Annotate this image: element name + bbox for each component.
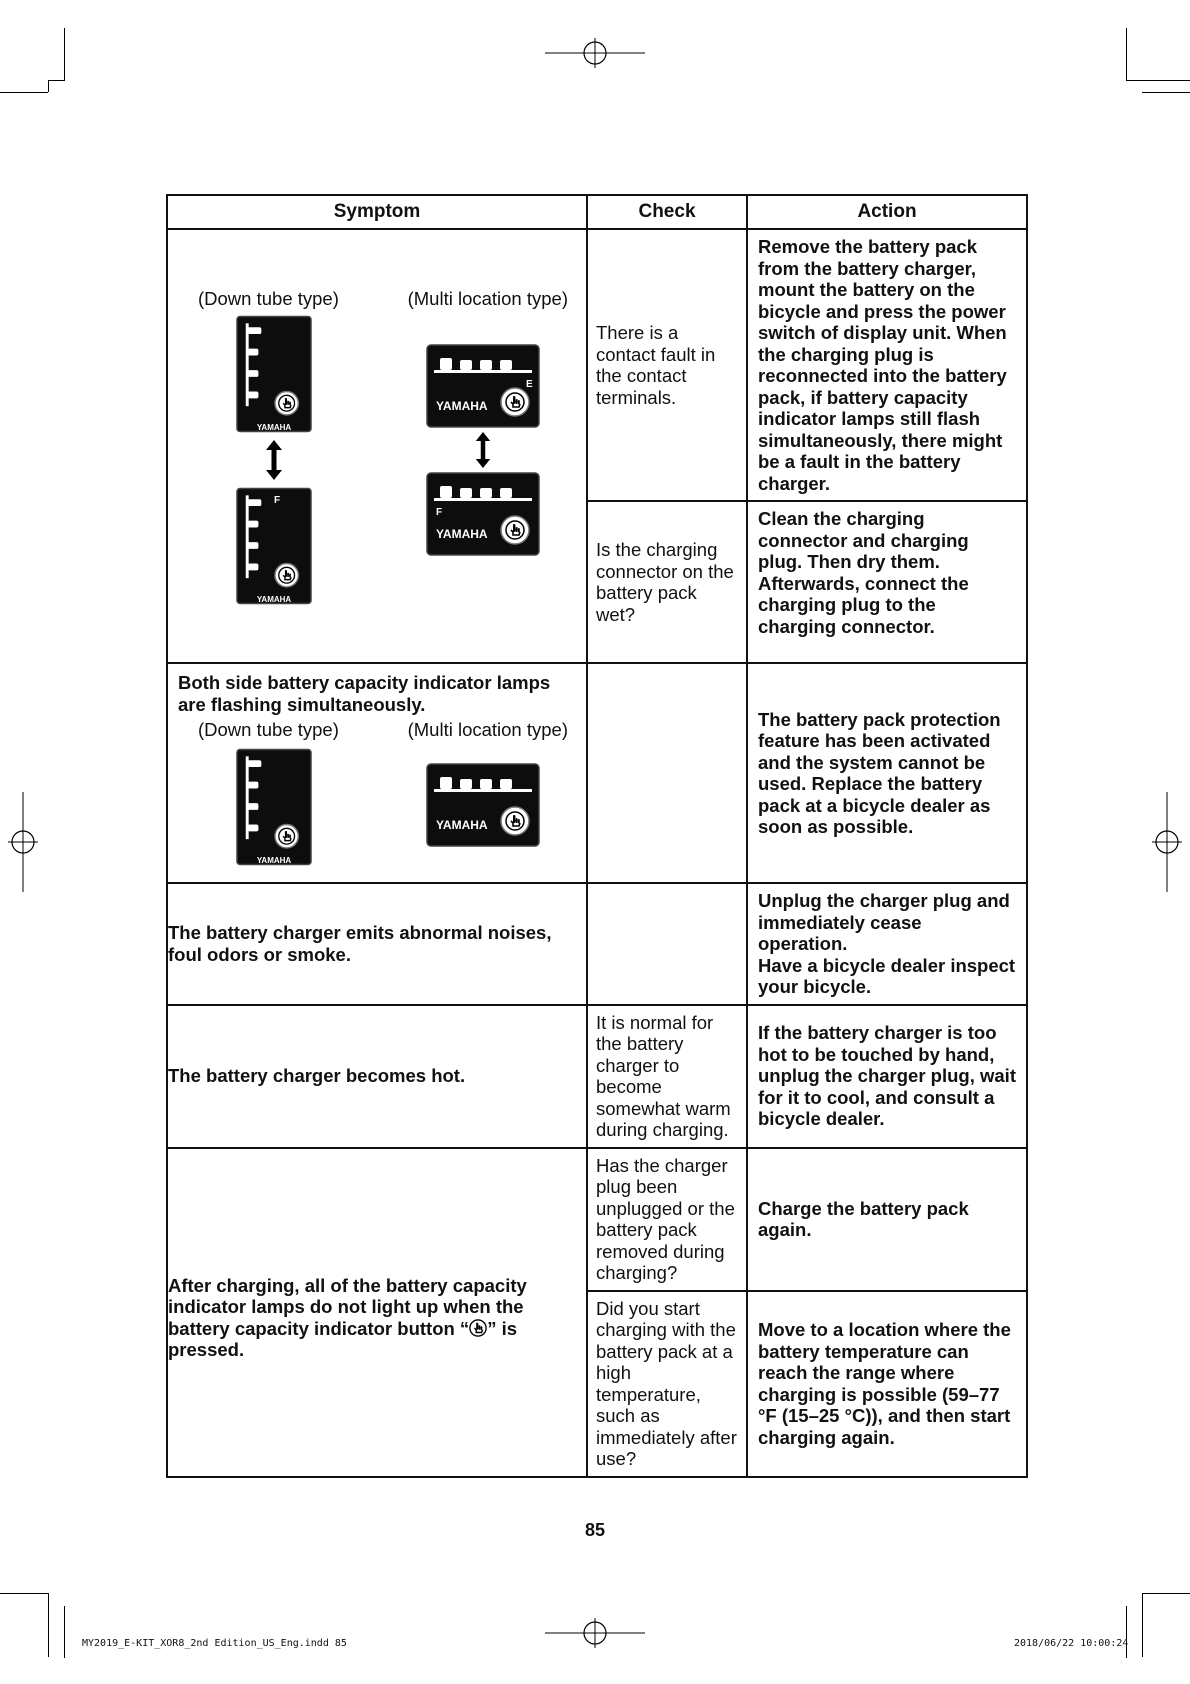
check-cell: Is the charging connector on the battery pack wet? <box>587 501 747 663</box>
registration-mark-right <box>1152 792 1182 892</box>
caption-multi-location: (Multi location type) <box>407 288 568 309</box>
multi-location-brand-bottom: YAMAHA <box>436 527 488 541</box>
crop-mark <box>48 80 65 81</box>
crop-mark <box>1126 28 1127 80</box>
multi-location-brand-top: YAMAHA <box>436 399 488 413</box>
crop-mark <box>1142 92 1190 93</box>
registration-mark-left <box>8 792 38 892</box>
caption-down-tube: (Down tube type) <box>198 719 339 740</box>
table-row <box>167 1005 1027 1148</box>
footer-timestamp: 2018/06/22 10:00:24 <box>1014 1638 1129 1649</box>
crop-mark <box>1126 1606 1127 1658</box>
page-number: 85 <box>584 1520 606 1540</box>
crop-mark <box>48 80 49 92</box>
down-tube-brand-bottom: YAMAHA <box>256 595 292 604</box>
check-cell-empty <box>587 883 747 1005</box>
crop-mark <box>48 1593 49 1657</box>
table-row <box>167 663 1027 883</box>
action-cell: If the battery charger is too hot to be touched by hand, unplug the charger plug, wait for it to cool, and consult a bicycle dealer. <box>747 1005 1027 1148</box>
check-cell: There is a contact fault in the contact terminals. <box>587 229 747 501</box>
crop-mark <box>1126 80 1190 81</box>
troubleshooting-table <box>166 194 1028 1478</box>
down-tube-brand: YAMAHA <box>256 856 292 865</box>
registration-mark-top <box>545 38 645 68</box>
crop-mark <box>0 1593 48 1594</box>
action-cell: Charge the battery pack again. <box>747 1148 1027 1291</box>
table-row <box>167 229 1027 501</box>
footer-file-info: MY2019_E-KIT_XOR8_2nd Edition_US_Eng.indd 85 <box>82 1638 347 1649</box>
down-tube-display-top <box>236 314 312 434</box>
action-line-1: Unplug the charger plug and immediately cease operation. <box>758 890 1010 954</box>
down-tube-label-full: F <box>274 495 281 506</box>
symptom-cell <box>167 663 587 883</box>
symptom-cell: The battery charger emits abnormal noises, foul odors or smoke. <box>167 883 587 1005</box>
check-cell-empty <box>587 663 747 883</box>
crop-mark <box>1142 1593 1190 1594</box>
multi-location-brand: YAMAHA <box>436 818 488 832</box>
symptom-cell <box>167 1148 587 1477</box>
down-tube-brand-top: YAMAHA <box>256 423 292 432</box>
table-row <box>167 883 1027 1005</box>
crop-mark <box>64 28 65 80</box>
header-symptom: Symptom <box>167 195 587 229</box>
crop-mark <box>1142 1593 1143 1657</box>
action-line-2: Have a bicycle dealer inspect your bicycle. <box>758 954 1016 997</box>
toggle-arrow-icon <box>264 438 284 482</box>
check-cell: It is normal for the battery charger to become somewhat warm during charging. <box>587 1005 747 1148</box>
capacity-button-icon <box>469 1318 487 1338</box>
table-header-row <box>167 195 1027 229</box>
action-cell: Clean the charging connector and charging plug. Then dry them. Afterwards, connect the charging plug to the charging connector. <box>747 501 1027 663</box>
registration-mark-bottom <box>545 1618 645 1648</box>
check-cell: Did you start charging with the battery pack at a high temperature, such as immediately after use? <box>587 1291 747 1477</box>
action-cell <box>747 883 1027 1005</box>
action-cell: Remove the battery pack from the battery charger, mount the battery on the bicycle and press the power switch of display unit. When the charging plug is reconnected into the battery pack, if battery capacity indicator lamps still flash simultaneously, there might be a fault in the battery charger. <box>747 229 1027 501</box>
header-action: Action <box>747 195 1027 229</box>
crop-mark <box>0 92 48 93</box>
symptom-text-start: After charging, all of the battery capacity indicator lamps do not light up when the battery capacity indicator button “ <box>168 1274 527 1339</box>
caption-down-tube: (Down tube type) <box>198 288 339 309</box>
toggle-arrow-icon <box>474 432 492 468</box>
symptom-text-end: ” is pressed. <box>168 1317 518 1360</box>
check-cell: Has the charger plug been unplugged or the battery pack removed during charging? <box>587 1148 747 1291</box>
action-cell: The battery pack protection feature has been activated and the system cannot be used. Replace the battery pack at a bicycle dealer as soon as possible. <box>747 663 1027 883</box>
header-check: Check <box>587 195 747 229</box>
multi-location-label-full: F <box>436 507 443 518</box>
symptom-cell-illustrations <box>167 229 587 663</box>
symptom-cell: The battery charger becomes hot. <box>167 1005 587 1148</box>
multi-location-label-empty: E <box>526 379 533 390</box>
down-tube-display <box>236 747 312 867</box>
table-row <box>167 1148 1027 1291</box>
action-cell: Move to a location where the battery temperature can reach the range where charging is possible (59–77 °F (15–25 °C)), and then start charging again. <box>747 1291 1027 1477</box>
crop-mark <box>64 1606 65 1658</box>
caption-multi-location: (Multi location type) <box>407 719 568 740</box>
symptom-text: Both side battery capacity indicator lamps are flashing simultaneously. <box>178 672 551 715</box>
